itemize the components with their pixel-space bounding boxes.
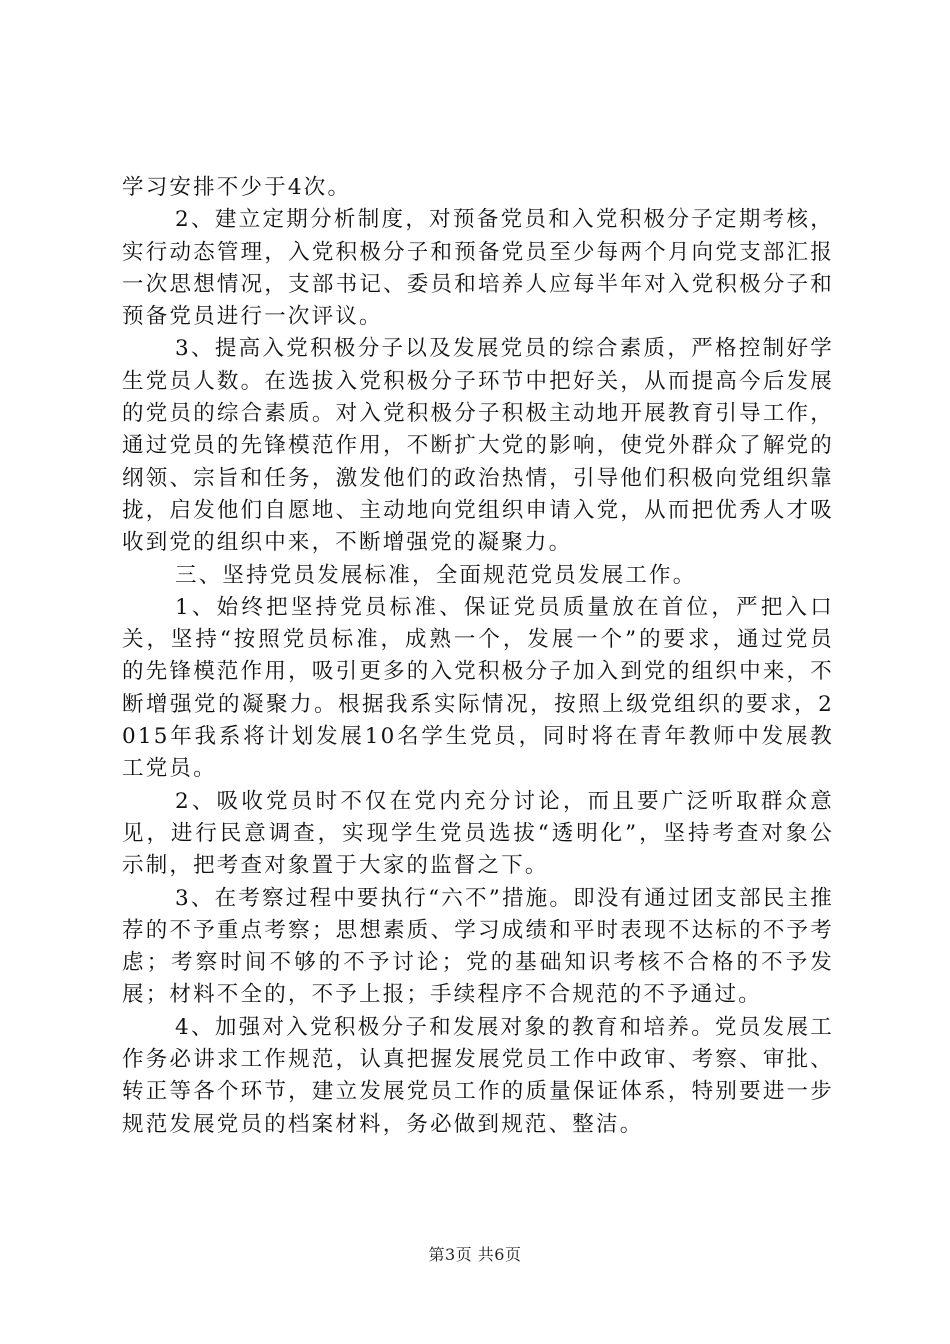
paragraph-item-3-quality: 3、提高入党积极分子以及发展党员的综合素质，严格控制好学生党员人数。在选拔入党积极分子环节中把好关，从而提高今后发展的党员的综合素质。对入党积极分子积极主动地开展教育引导工作，通过党员的先锋模范作用，不断扩大党的影响，使党外群众了解党的纲领、宗旨和任务，激发他们的政治热情，引导他们积极向党组织靠拢，启发他们自愿地、主动地向党组织申请入党，从而把优秀人才吸收到党的组织中来，不断增强党的凝聚力。 bbox=[122, 336, 834, 556]
page-number-footer: 第3页 共6页 bbox=[428, 1245, 522, 1264]
section-heading-three: 三、坚持党员发展标准，全面规范党员发展工作。 bbox=[175, 562, 697, 588]
paragraph-item-2-transparency: 2、吸收党员时不仅在党内充分讨论，而且要广泛听取群众意见，进行民意调查，实现学生党员选拔“透明化”，坚持考查对象公示制，把考查对象置于大家的监督之下。 bbox=[122, 788, 834, 879]
paragraph-item-4-education: 4、加强对入党积极分子和发展对象的教育和培养。党员发展工作务必讲求工作规范，认真把握发展党员工作中政审、考察、审批、转正等各个环节，建立发展党员工作的质量保证体系，特别要进一步规范发展党员的档案材料，务必做到规范、整洁。 bbox=[122, 1014, 834, 1137]
paragraph-item-2-analysis-system: 2、建立定期分析制度，对预备党员和入党积极分子定期考核，实行动态管理，入党积极分子和预备党员至少每两个月向党支部汇报一次思想情况，支部书记、委员和培养人应每半年对入党积极分子和预备党员进行一次评议。 bbox=[122, 207, 834, 330]
paragraph-item-1-standards: 1、始终把坚持党员标准、保证党员质量放在首位，严把入口关，坚持“按照党员标准，成熟一个，发展一个”的要求，通过党员的先锋模范作用，吸引更多的入党积极分子加入到党的组织中来，不断增强党的凝聚力。根据我系实际情况，按照上级党组织的要求，2015年我系将计划发展10名学生党员，同时将在青年教师中发展教工党员。 bbox=[122, 594, 834, 782]
document-body bbox=[122, 172, 834, 1141]
paragraph-continuation: 学习安排不少于4次。 bbox=[122, 175, 352, 200]
paragraph-item-3-six-nos: 3、在考察过程中要执行“六不”措施。即没有通过团支部民主推荐的不予重点考察；思想素质、学习成绩和平时表现不达标的不予考虑；考察时间不够的不予讨论；党的基础知识考核不合格的不予发展；材料不全的，不予上报；手续程序不合规范的不予通过。 bbox=[122, 885, 834, 1008]
